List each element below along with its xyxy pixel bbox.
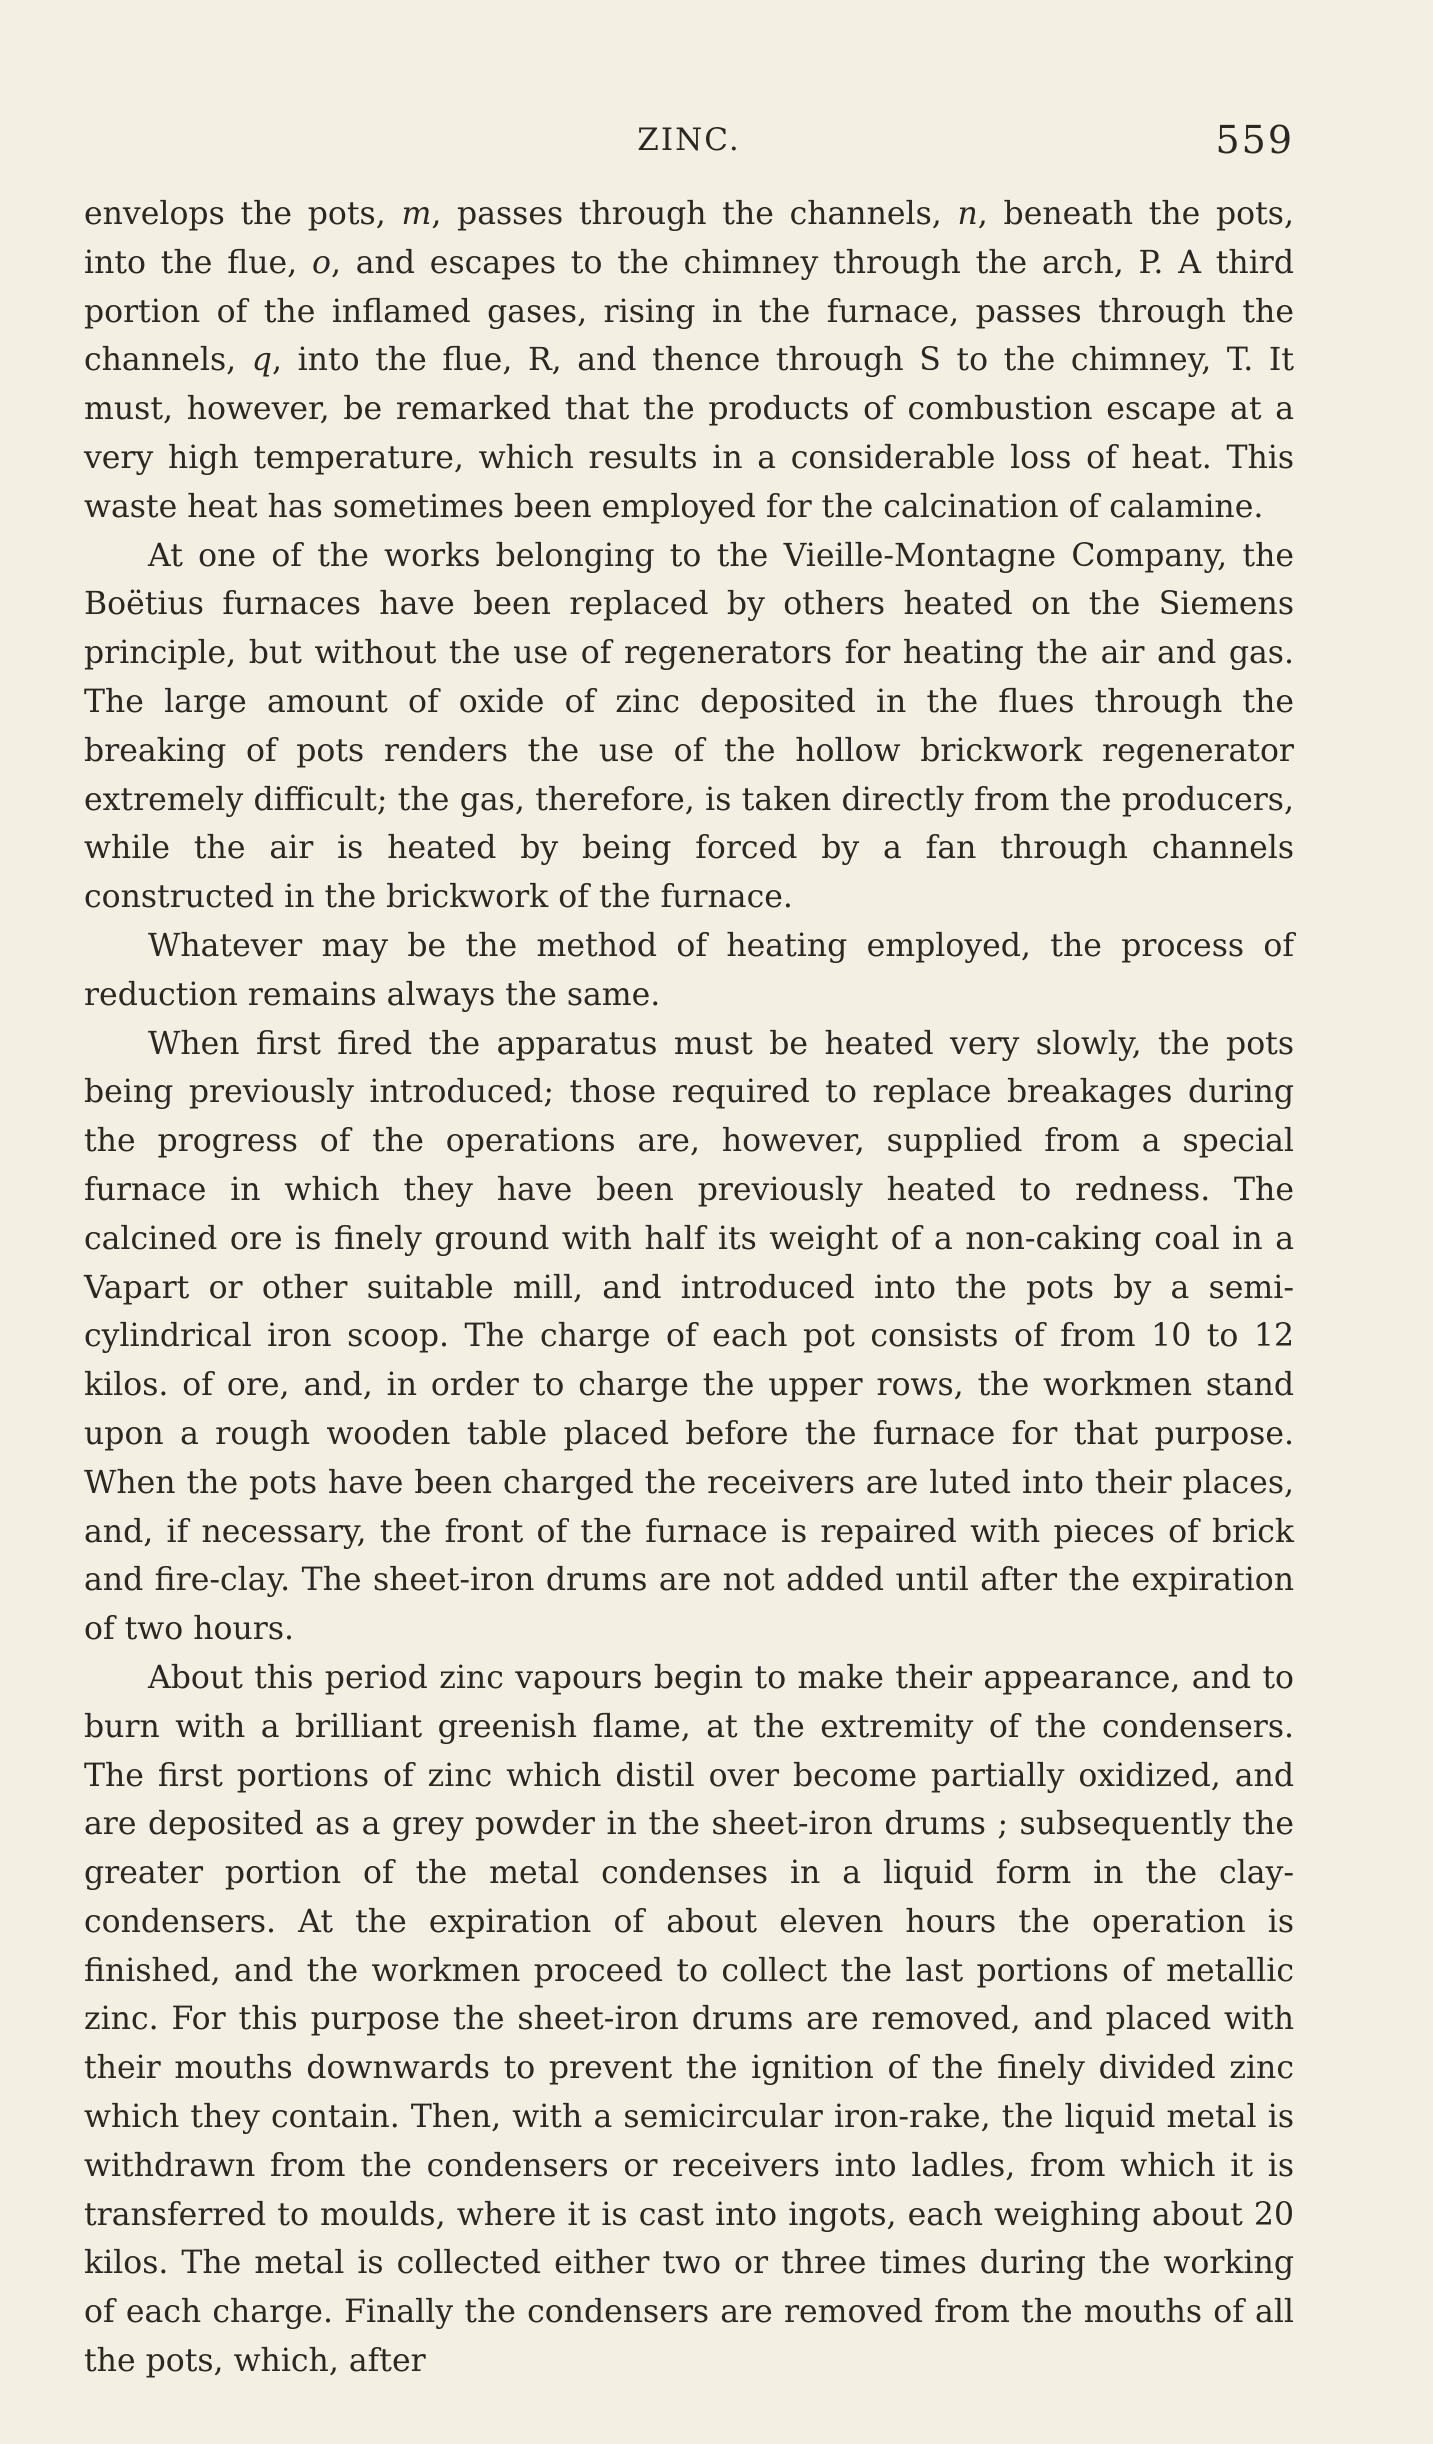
text-run: When first fired the apparatus must be heated very slowly, the pots being previously introduced; those required to replace breakages during the progress of the operations are, however, supplied from a special furnace in which they have been previously heated to redness. The calcined ore is finely ground with half its weight of a non-caking coal in a Vapart or other suitable mill, and introduced into the pots by a semi-cylindrical iron scoop. The charge of each pot consists of from 10 to 12 kilos. of ore, and, in order to charge the upper rows, the workmen stand upon a rough wooden table placed before the furnace for that purpose. When the pots have been charged the receivers are luted into their places, and, if necessary, the front of the furnace is repaired with pieces of brick and fire-clay. The sheet-iron drums are not added until after the expiration of two hours. xyxy=(84,1025,1294,1648)
paragraph xyxy=(84,1654,1294,2386)
text-run: , passes through the channels, xyxy=(431,196,958,232)
text-run: About this period zinc vapours begin to make their appearance, and to burn with a brilliant greenish flame, at the extremity of the condensers. The first portions of zinc which distil over become partially oxidized, and are deposited as a grey powder in the sheet-iron drums ; subsequently the greater portion of the metal condenses in a liquid form in the clay-condensers. At the expiration of about eleven hours the operation is finished, and the workmen proceed to collect the last portions of metallic zinc. For this purpose the sheet-iron drums are removed, and placed with their mouths downwards to prevent the ignition of the finely divided zinc which they contain. Then, with a semicircular iron-rake, the liquid metal is withdrawn from the condensers or receivers into ladles, from which it is transferred to moulds, where it is cast into ingots, each weighing about 20 kilos. The metal is collected either two or three times during the working of each charge. Finally the condensers are removed from the mouths of all the pots, which, after xyxy=(84,1659,1294,2380)
paragraph xyxy=(84,532,1294,922)
italic-letter: m xyxy=(401,196,432,232)
page-number: 559 xyxy=(1215,118,1294,162)
paragraph xyxy=(84,1020,1294,1654)
text-run: , into the flue, R, and thence through S to the chimney, T. It must, however, be remarked that the products of combustion escape at a very high temperature, which results in a considerable loss of heat. This waste heat has sometimes been employed for the calcination of calamine. xyxy=(84,342,1294,525)
text-run: , and escapes to the chimney through the arch, P. A third portion of the inflamed gases, rising in the furnace, passes through the channels, xyxy=(84,244,1294,379)
running-head xyxy=(84,118,1294,178)
paragraph xyxy=(84,922,1294,1020)
text-run: envelops the pots, xyxy=(84,196,402,232)
italic-letter: q xyxy=(251,342,272,379)
italic-letter: n xyxy=(957,196,978,232)
paragraph xyxy=(84,190,1294,532)
text-run: , beneath the pots, into the flue, xyxy=(84,196,1294,281)
running-title: ZINC. xyxy=(637,122,741,158)
italic-letter: o xyxy=(311,244,331,281)
text-run: At one of the works belonging to the Vieille-Montagne Company, the Boëtius furnaces have been replaced by others heated on the Siemens principle, but without the use of regenerators for heating the air and gas. The large amount of oxide of zinc deposited in the flues through the breaking of pots renders the use of the hollow brickwork regenerator extremely difficult; the gas, therefore, is taken directly from the producers, while the air is heated by being forced by a fan through channels constructed in the brickwork of the furnace. xyxy=(84,537,1294,916)
text-run: Whatever may be the method of heating employed, the process of reduction remains always the same. xyxy=(84,927,1294,1013)
body-text xyxy=(84,190,1294,2386)
